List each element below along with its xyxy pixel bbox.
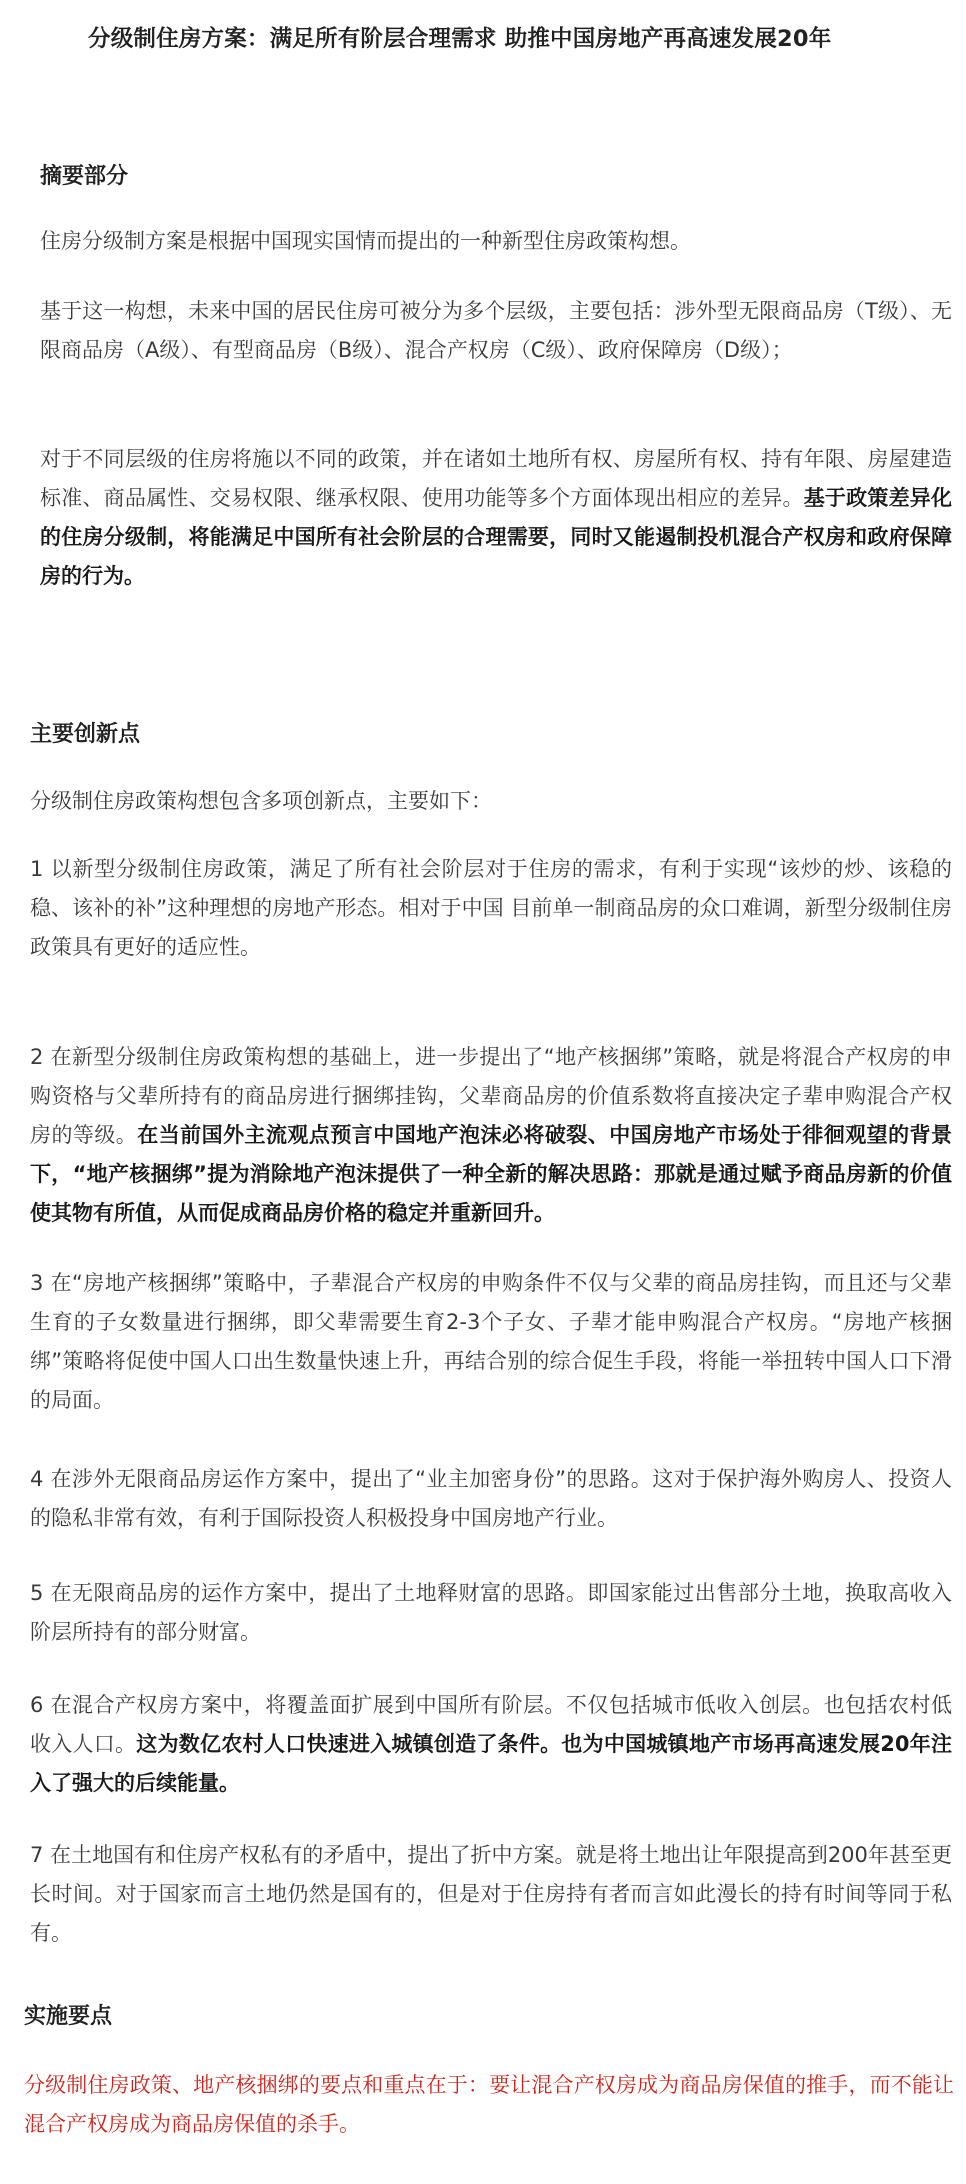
innovation-item-2 — [30, 1038, 952, 1233]
summary-p3-bold: 基于政策差异化的住房分级制，将能满足中国所有社会阶层的合理需要，同时又能遏制投机混合产权房和政府保障房的行为。 — [40, 486, 953, 588]
innovation-item-6-text: 6 在混合产权房方案中，将覆盖面扩展到中国所有阶层。不仅包括城市低收入创层。也包括农村低收入人口。 — [30, 1693, 952, 1756]
innovation-item-1-text: 1 以新型分级制住房政策，满足了所有社会阶层对于住房的需求，有利于实现“该炒的炒、该稳的稳、该补的补”这种理想的房地产形态。相对于中国 目前单一制商品房的众口难调，新型分级制住房政策具有更好的适应性。 — [30, 857, 952, 959]
innovation-item-1 — [30, 850, 952, 967]
summary-section — [40, 160, 952, 194]
summary-p3-text: 对于不同层级的住房将施以不同的政策，并在诸如土地所有权、房屋所有权、持有年限、房屋建造标准、商品属性、交易权限、继承权限、使用功能等多个方面体现出相应的差异。 — [40, 447, 952, 510]
summary-heading: 摘要部分 — [40, 164, 129, 189]
innovations-section — [30, 718, 952, 752]
innovation-item-2-text: 2 在新型分级制住房政策构想的基础上，进一步提出了“地产核捆绑”策略，就是将混合产权房的申购资格与父辈所持有的商品房进行捆绑挂钩，父辈商品房的价值系数将直接决定子辈申购混合产权房的等级。 — [30, 1045, 952, 1147]
innovation-item-3 — [30, 1264, 952, 1420]
summary-paragraph-3 — [40, 440, 952, 596]
summary-p1: 住房分级制方案是根据中国现实国情而提出的一种新型住房政策构想。 — [40, 229, 691, 253]
innovations-intro-block — [30, 782, 952, 821]
innovation-item-2-bold: 在当前国外主流观点预言中国地产泡沫必将破裂、中国房地产市场处于徘徊观望的背景下，“地产核捆绑”提为消除地产泡沫提供了一种全新的解决思路：那就是通过赋予商品房新的价值使其物有所值，从而促成商品房价格的稳定并重新回升。 — [30, 1123, 953, 1225]
summary-paragraph-1 — [40, 222, 952, 261]
innovations-intro: 分级制住房政策构想包含多项创新点，主要如下： — [30, 789, 492, 813]
innovation-item-5 — [30, 1574, 952, 1652]
innovation-item-6-bold: 这为数亿农村人口快速进入城镇创造了条件。也为中国城镇地产市场再高速发展20年注入了强大的后续能量。 — [30, 1732, 952, 1795]
innovations-heading: 主要创新点 — [30, 722, 141, 747]
innovation-item-7-text: 7 在土地国有和住房产权私有的矛盾中，提出了折中方案。就是将土地出让年限提高到200年甚至更长时间。对于国家而言土地仍然是国有的，但是对于住房持有者而言如此漫长的持有时间等同于私有。 — [30, 1843, 952, 1945]
innovation-item-7 — [30, 1836, 952, 1953]
innovation-item-4-text: 4 在涉外无限商品房运作方案中，提出了“业主加密身份”的思路。这对于保护海外购房人、投资人的隐私非常有效，有利于国际投资人积极投身中国房地产行业。 — [30, 1467, 952, 1530]
implementation-body — [24, 2066, 954, 2144]
innovation-item-5-text: 5 在无限商品房的运作方案中，提出了土地释财富的思路。即国家能过出售部分土地，换取高收入阶层所持有的部分财富。 — [30, 1581, 952, 1644]
implementation-heading: 实施要点 — [24, 2004, 113, 2029]
article-title: 分级制住房方案：满足所有阶层合理需求 助推中国房地产再高速发展20年 — [88, 26, 832, 52]
summary-paragraph-2 — [40, 292, 952, 370]
implementation-section — [24, 2000, 954, 2034]
summary-p2: 基于这一构想，未来中国的居民住房可被分为多个层级，主要包括：涉外型无限商品房（T级）、无限商品房（A级）、有型商品房（B级）、混合产权房（C级）、政府保障房（D级）； — [40, 299, 952, 362]
innovation-item-6 — [30, 1686, 952, 1803]
innovation-item-3-text: 3 在“房地产核捆绑”策略中，子辈混合产权房的申购条件不仅与父辈的商品房挂钩，而且还与父辈生育的子女数量进行捆绑，即父辈需要生育2-3个子女、子辈才能申购混合产权房。“房地产核捆绑”策略将促使中国人口出生数量快速上升，再结合别的综合促生手段，将能一举扭转中国人口下滑的局面。 — [30, 1271, 952, 1412]
implementation-text: 分级制住房政策、地产核捆绑的要点和重点在于：要让混合产权房成为商品房保值的推手，而不能让混合产权房成为商品房保值的杀手。 — [24, 2073, 954, 2136]
innovation-item-4 — [30, 1460, 952, 1538]
